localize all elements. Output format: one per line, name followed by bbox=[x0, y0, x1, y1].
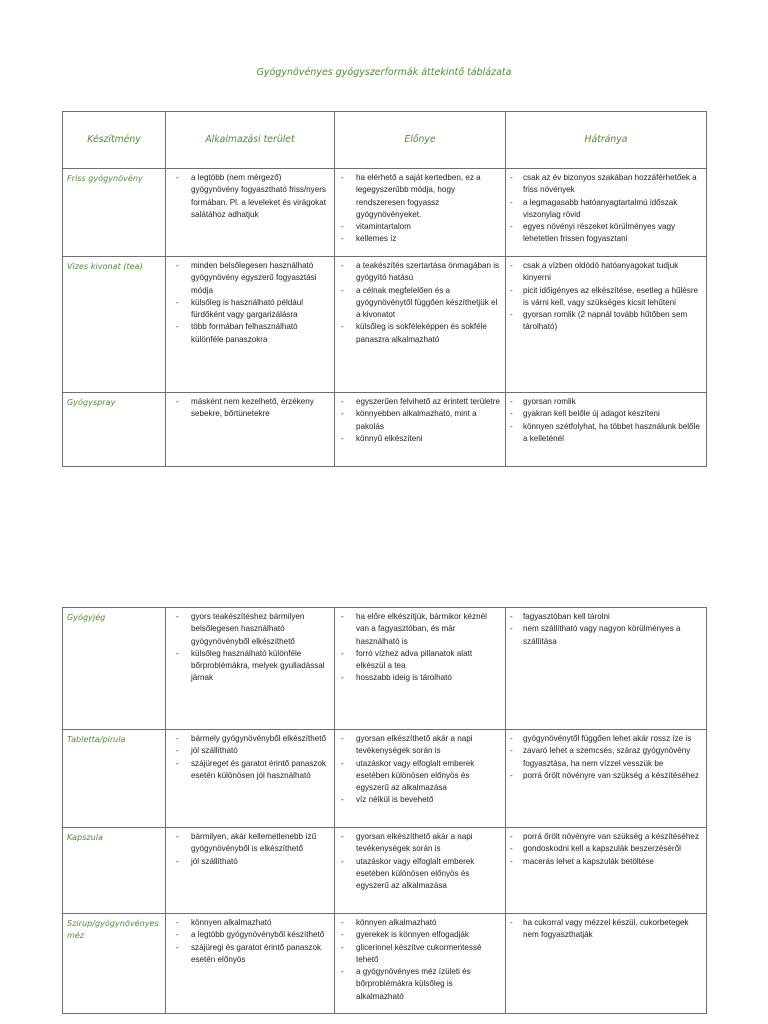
preparation-name: Szirup/gyógynövényes méz bbox=[63, 914, 166, 1014]
bullet-list bbox=[170, 260, 330, 346]
application-area-cell bbox=[166, 169, 335, 257]
list-item: - csak a vízben oldódó hatóanyagokat tudjuk kinyerni bbox=[510, 260, 702, 285]
list-item: - utazáskor vagy elfoglalt emberek esetében különösen előnyös és egyszerű az alkalmazása bbox=[339, 758, 501, 795]
list-item: - jól szállítható bbox=[170, 745, 330, 757]
bullet-list bbox=[170, 172, 330, 221]
bullet-list bbox=[339, 396, 501, 445]
list-item: - picit időigényes az elkészítése, esetleg a hűlésre is várni kell, vagy szükséges kicsit lehűteni bbox=[510, 285, 702, 310]
list-item: - gyógynövénytől függően lehet akár rossz íze is bbox=[510, 733, 702, 745]
page-title: Gyógynövényes gyógyszerformák áttekintő táblázata bbox=[256, 67, 512, 78]
list-item: - másként nem kezelhető, érzékeny sebekre, bőrtünetekre bbox=[170, 396, 330, 421]
list-item: - fagyasztóban kell tárolni bbox=[510, 611, 702, 623]
bullet-list bbox=[170, 396, 330, 421]
list-item: - a legtöbb (nem mérgező) gyógynövény fogyasztható friss/nyers formában. Pl. a leveleket és virágokat salátához adhatjuk bbox=[170, 172, 330, 221]
disadvantages-cell bbox=[506, 169, 707, 257]
preparation-name: Vizes kivonat (tea) bbox=[63, 257, 166, 393]
list-item: - zavaró lehet a szemcsés, száraz gyógynövény fogyasztása, ha nem vízzel vesszük be bbox=[510, 745, 702, 770]
advantages-cell bbox=[335, 169, 506, 257]
list-item: - gyakran kell belőle új adagot készíteni bbox=[510, 408, 702, 420]
list-item: - külsőleg is használható például fürdőként vagy gargarizálásra bbox=[170, 297, 330, 322]
bullet-list bbox=[339, 831, 501, 892]
advantages-cell bbox=[335, 828, 506, 914]
disadvantages-cell bbox=[506, 608, 707, 730]
bullet-list bbox=[339, 733, 501, 807]
list-item: - szájüreget és garatot érintő panaszok esetén különösen jól használható bbox=[170, 758, 330, 783]
table-row bbox=[63, 730, 707, 828]
bullet-list bbox=[510, 396, 702, 445]
disadvantages-cell bbox=[506, 393, 707, 467]
preparation-name: Friss gyógynövény bbox=[63, 169, 166, 257]
list-item: - külsőleg is sokféleképpen és sokféle panaszra alkalmazható bbox=[339, 321, 501, 346]
list-item: - könnyebben alkalmazható, mint a pakolás bbox=[339, 408, 501, 433]
advantages-cell bbox=[335, 257, 506, 393]
list-item: - jól szállítható bbox=[170, 856, 330, 868]
list-item: - bármilyen, akár kellemetlenebb ízű gyógynövényből is elkészíthető bbox=[170, 831, 330, 856]
list-item: - ha elérhető a saját kertedben, ez a legegyszerűbb módja, hogy rendszeresen fogyassz gyógynövényeket. bbox=[339, 172, 501, 221]
list-item: - szájüregi és garatot érintő panaszok esetén előnyös bbox=[170, 942, 330, 967]
list-item: - a teakészítés szertartása önmagában is gyógyító hatású bbox=[339, 260, 501, 285]
bullet-list bbox=[170, 917, 330, 966]
bullet-list bbox=[510, 917, 702, 942]
table-row bbox=[63, 914, 707, 1014]
preparation-name: Gyógyjég bbox=[63, 608, 166, 730]
list-item: - csak az év bizonyos szakában hozzáférhetőek a friss növények bbox=[510, 172, 702, 197]
application-area-cell bbox=[166, 393, 335, 467]
formulations-table-2 bbox=[62, 607, 707, 1014]
header-preparation: Készítmény bbox=[63, 112, 166, 169]
list-item: - porrá őrölt növényre van szükség a készítéséhez bbox=[510, 831, 702, 843]
application-area-cell bbox=[166, 257, 335, 393]
list-item: - a célnak megfelelően és a gyógynövénytől függően készíthetjük el a kivonatot bbox=[339, 285, 501, 322]
list-item: - gyerekek is könnyen elfogadják bbox=[339, 929, 501, 941]
bullet-list bbox=[510, 831, 702, 868]
list-item: - könnyen alkalmazható bbox=[170, 917, 330, 929]
list-item: - gyors teakészítéshez bármilyen belsőlegesen használható gyógynövényből elkészíthető bbox=[170, 611, 330, 648]
list-item: - külsőleg használható különféle bőrproblémákra, melyek gyulladással járnak bbox=[170, 648, 330, 685]
list-item: - hosszabb ideig is tárolható bbox=[339, 672, 501, 684]
table-row bbox=[63, 828, 707, 914]
bullet-list bbox=[170, 611, 330, 685]
list-item: - minden belsőlegesen használható gyógynövény egyszerű fogyasztási módja bbox=[170, 260, 330, 297]
list-item: - gyorsan elkészíthető akár a napi tevékenységek során is bbox=[339, 733, 501, 758]
bullet-list bbox=[510, 260, 702, 334]
bullet-list bbox=[339, 611, 501, 685]
application-area-cell bbox=[166, 730, 335, 828]
list-item: - gyorsan romlik bbox=[510, 396, 702, 408]
preparation-name: Kapszula bbox=[63, 828, 166, 914]
list-item: - ha cukorral vagy mézzel készül, cukorbetegek nem fogyaszthatják bbox=[510, 917, 702, 942]
table-row bbox=[63, 393, 707, 467]
list-item: - a legtöbb gyógynövényből készíthető bbox=[170, 929, 330, 941]
preparation-name: Gyógyspray bbox=[63, 393, 166, 467]
list-item: - vitamintartalom bbox=[339, 221, 501, 233]
preparation-name: Tabletta/pirula bbox=[63, 730, 166, 828]
list-item: - könnyű elkészíteni bbox=[339, 433, 501, 445]
list-item: - gondoskodni kell a kapszulák beszerzéséről bbox=[510, 843, 702, 855]
header-advantages: Előnye bbox=[335, 112, 506, 169]
list-item: - forró vízhez adva pillanatok alatt elkészül a tea bbox=[339, 648, 501, 673]
bullet-list bbox=[339, 172, 501, 246]
list-item: - könnyen szétfolyhat, ha többet használunk belőle a kelleténél bbox=[510, 421, 702, 446]
advantages-cell bbox=[335, 608, 506, 730]
list-item: - macerás lehet a kapszulák betöltése bbox=[510, 856, 702, 868]
bullet-list bbox=[339, 917, 501, 1003]
list-item: - több formában felhasználható különféle panaszokra bbox=[170, 321, 330, 346]
table-row bbox=[63, 257, 707, 393]
bullet-list bbox=[170, 831, 330, 868]
list-item: - gyorsan romlik (2 napnál tovább hűtőben sem tárolható) bbox=[510, 309, 702, 334]
bullet-list bbox=[170, 733, 330, 782]
list-item: - kellemes íz bbox=[339, 233, 501, 245]
header-disadvantages: Hátránya bbox=[506, 112, 707, 169]
list-item: - víz nélkül is bevehető bbox=[339, 794, 501, 806]
list-item: - bármely gyógynövényből elkészíthető bbox=[170, 733, 330, 745]
application-area-cell bbox=[166, 608, 335, 730]
list-item: - utazáskor vagy elfoglalt emberek esetében különösen előnyös és egyszerű az alkalmazása bbox=[339, 856, 501, 893]
list-item: - a legmagasabb hatóanyagtartalmú időszak viszonylag rövid bbox=[510, 197, 702, 222]
list-item: - nem szállítható vagy nagyon körülményes a szállítása bbox=[510, 623, 702, 648]
header-row bbox=[63, 112, 707, 169]
list-item: - porrá őrölt növényre van szükség a készítéséhez bbox=[510, 770, 702, 782]
advantages-cell bbox=[335, 730, 506, 828]
header-application-area: Alkalmazási terület bbox=[166, 112, 335, 169]
formulations-table-1 bbox=[62, 111, 707, 467]
list-item: - egyes növényi részeket körülményes vagy lehetetlen frissen fogyasztani bbox=[510, 221, 702, 246]
table-row bbox=[63, 608, 707, 730]
application-area-cell bbox=[166, 828, 335, 914]
list-item: - glicerinnel készítve cukormentessé tehető bbox=[339, 942, 501, 967]
list-item: - a gyógynövényes méz ízületi és bőrproblémákra külsőleg is alkalmazható bbox=[339, 966, 501, 1003]
bullet-list bbox=[510, 611, 702, 648]
advantages-cell bbox=[335, 393, 506, 467]
list-item: - könnyen alkalmazható bbox=[339, 917, 501, 929]
disadvantages-cell bbox=[506, 914, 707, 1014]
application-area-cell bbox=[166, 914, 335, 1014]
advantages-cell bbox=[335, 914, 506, 1014]
list-item: - egyszerűen felvihető az érintett területre bbox=[339, 396, 501, 408]
disadvantages-cell bbox=[506, 828, 707, 914]
list-item: - gyorsan elkészíthető akár a napi tevékenységek során is bbox=[339, 831, 501, 856]
list-item: - ha előre elkészítjük, bármikor kéznél van a fagyasztóban, és már használható is bbox=[339, 611, 501, 648]
disadvantages-cell bbox=[506, 257, 707, 393]
disadvantages-cell bbox=[506, 730, 707, 828]
bullet-list bbox=[510, 172, 702, 246]
bullet-list bbox=[339, 260, 501, 346]
table-row bbox=[63, 169, 707, 257]
bullet-list bbox=[510, 733, 702, 782]
